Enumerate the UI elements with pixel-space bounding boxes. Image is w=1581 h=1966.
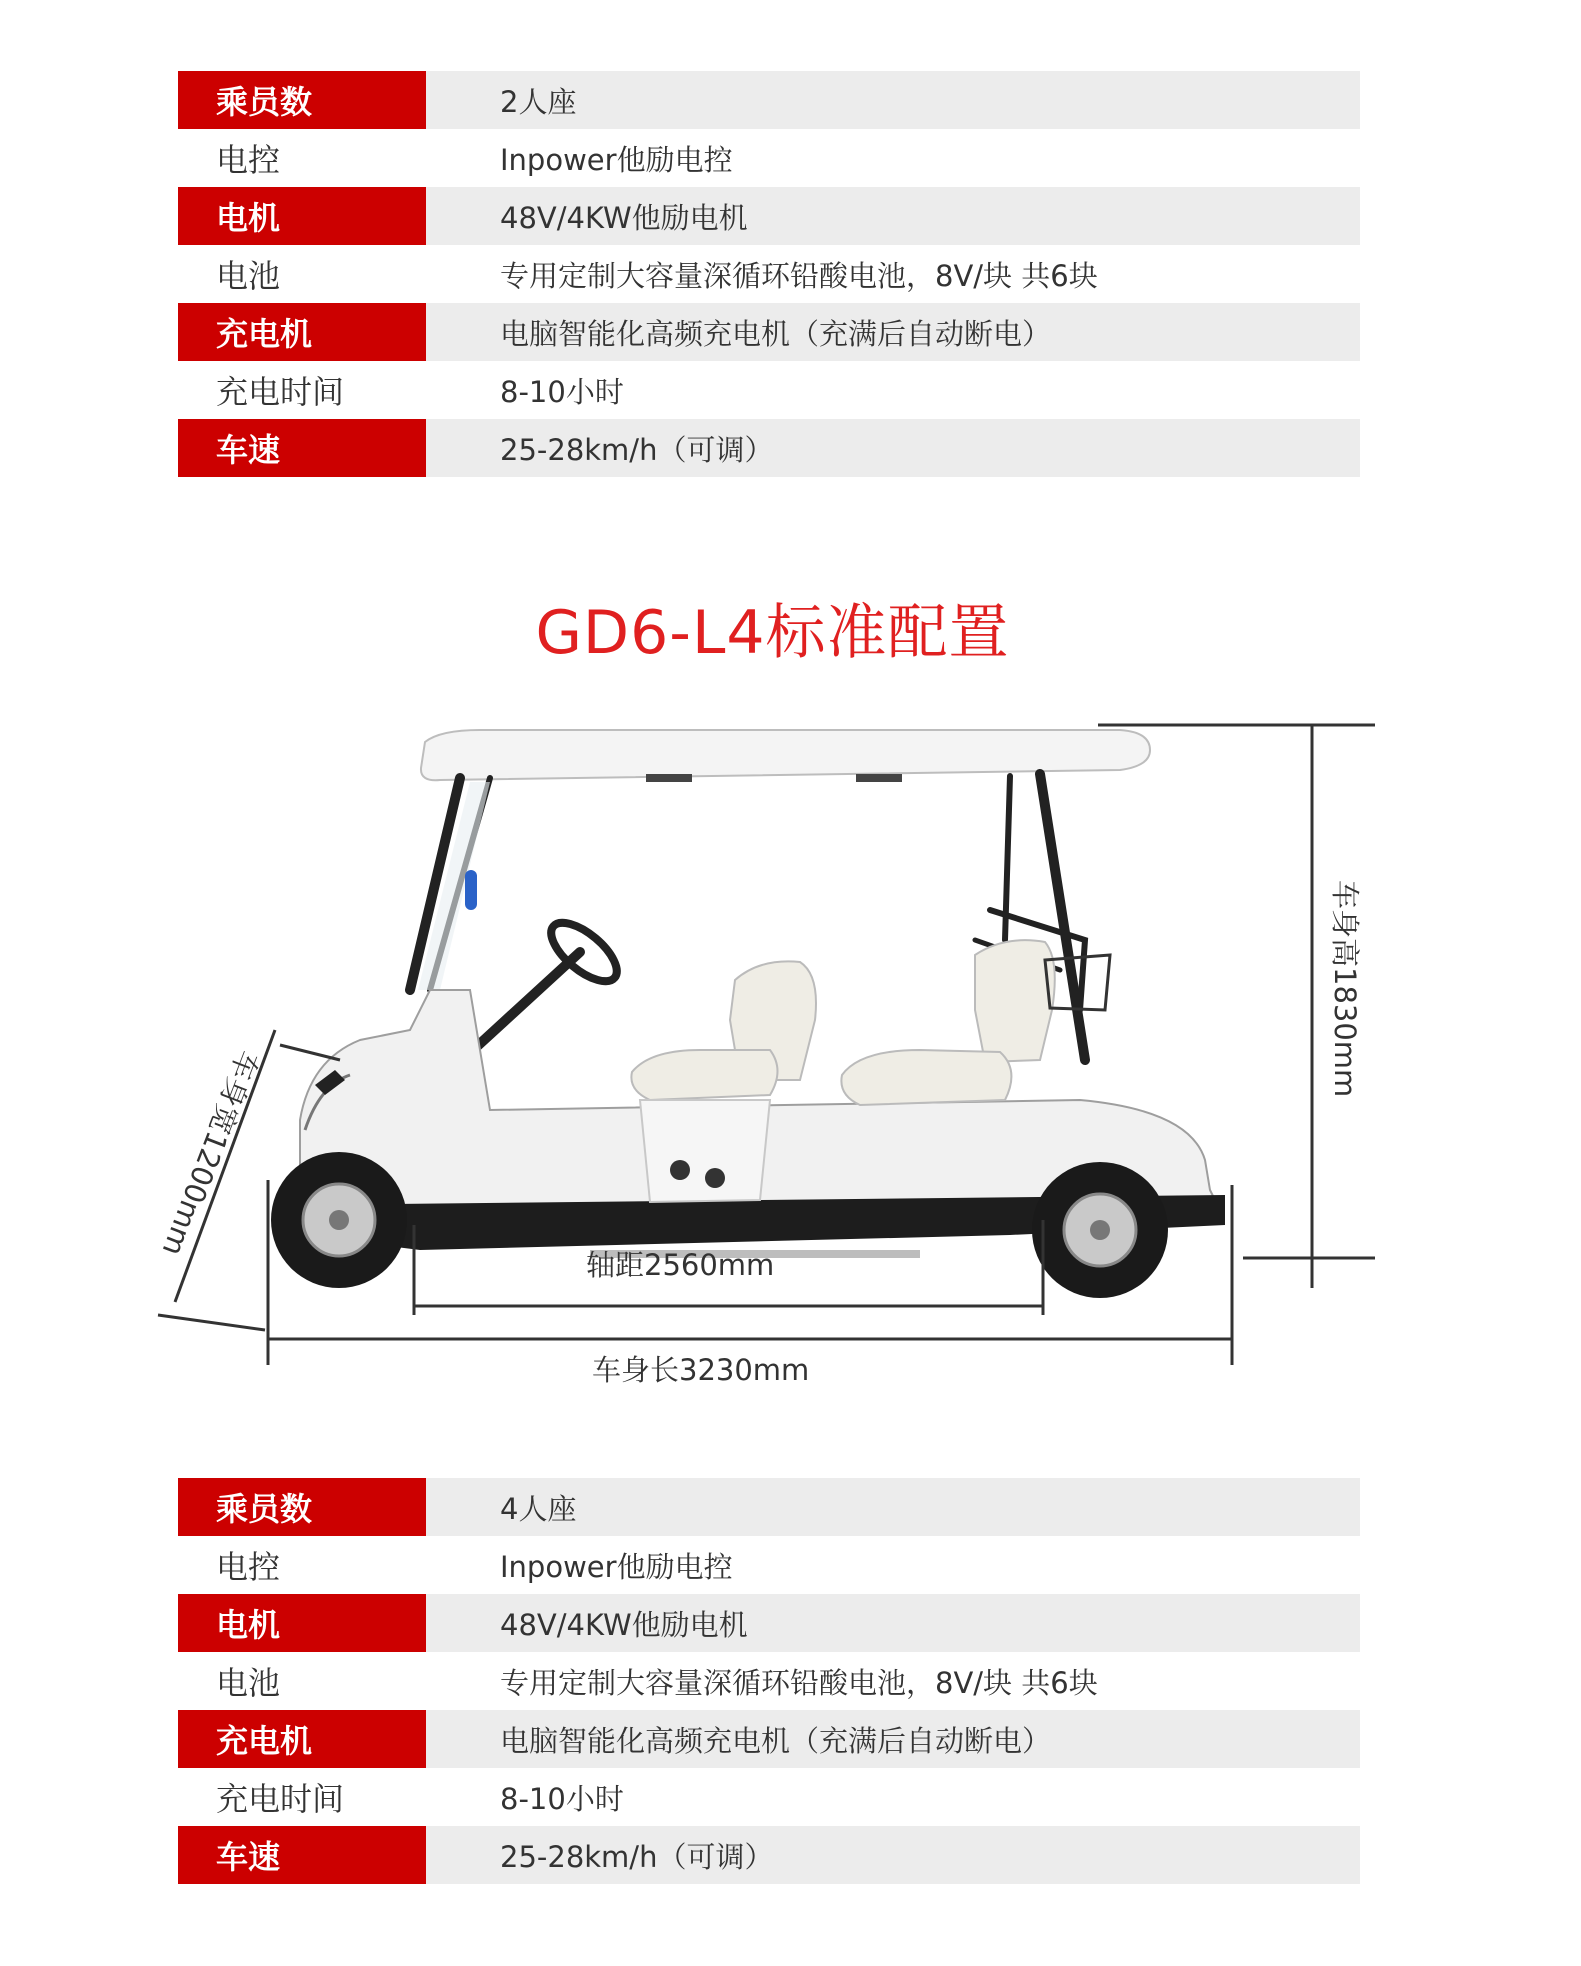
spec-row-charger <box>178 303 1360 361</box>
spec-label: 电池 <box>216 1664 281 1702</box>
spec-value: 专用定制大容量深循环铅酸电池，8V/块 共6块 <box>500 1665 1098 1700</box>
spec-value: Inpower他励电控 <box>500 1549 733 1584</box>
spec-row-battery <box>178 245 1360 303</box>
width-label: 车身宽1200mm <box>155 1045 266 1261</box>
spec-row-controller <box>178 129 1360 187</box>
mirror-icon <box>465 870 477 910</box>
spec-label: 充电时间 <box>216 1780 345 1818</box>
spec-label: 电机 <box>178 1594 426 1652</box>
rear-wheel <box>1032 1162 1168 1298</box>
spec-value: Inpower他励电控 <box>500 142 733 177</box>
spec-value: 48V/4KW他励电机 <box>500 200 748 235</box>
spec-label: 电控 <box>216 1548 281 1586</box>
cart-dimension-diagram <box>0 690 1581 1410</box>
steering-wheel-icon <box>460 912 626 1062</box>
cart-illustration <box>0 690 1581 1410</box>
spec-row-speed <box>178 419 1360 477</box>
wheelbase-label: 轴距2560mm <box>586 1248 775 1282</box>
spec-row-charger <box>178 1710 1360 1768</box>
spec-label: 电机 <box>178 187 426 245</box>
length-label: 车身长3230mm <box>592 1353 810 1387</box>
spec-row-charge-time <box>178 361 1360 419</box>
spec-label: 充电机 <box>178 303 426 361</box>
height-label: 车身高1830mm <box>1328 880 1362 1098</box>
spec-label: 车速 <box>178 419 426 477</box>
spec-label: 充电时间 <box>216 373 345 411</box>
spec-row-speed <box>178 1826 1360 1884</box>
spec-value: 8-10小时 <box>500 374 624 409</box>
spec-row-motor <box>178 1594 1360 1652</box>
spec-value: 电脑智能化高频充电机（充满后自动断电） <box>500 1723 1052 1758</box>
spec-label: 充电机 <box>178 1710 426 1768</box>
spec-label: 车速 <box>178 1826 426 1884</box>
spec-value: 4人座 <box>500 1491 577 1526</box>
spec-value: 8-10小时 <box>500 1781 624 1816</box>
spec-row-battery <box>178 1652 1360 1710</box>
spec-value: 25-28km/h（可调） <box>500 1839 774 1874</box>
spec-label: 乘员数 <box>178 71 426 129</box>
spec-row-controller <box>178 1536 1360 1594</box>
spec-label: 乘员数 <box>178 1478 426 1536</box>
spec-value: 25-28km/h（可调） <box>500 432 774 467</box>
spec-value: 专用定制大容量深循环铅酸电池，8V/块 共6块 <box>500 258 1098 293</box>
spec-row-seats <box>178 1478 1360 1536</box>
spec-value: 电脑智能化高频充电机（充满后自动断电） <box>500 316 1052 351</box>
spec-value: 2人座 <box>500 84 577 119</box>
front-wheel <box>271 1152 407 1288</box>
spec-value: 48V/4KW他励电机 <box>500 1607 748 1642</box>
spec-row-motor <box>178 187 1360 245</box>
spec-table-4-seat <box>178 1478 1360 1884</box>
spec-row-seats <box>178 71 1360 129</box>
spec-label: 电控 <box>216 141 281 179</box>
spec-table-2-seat <box>178 71 1360 477</box>
spec-row-charge-time <box>178 1768 1360 1826</box>
spec-label: 电池 <box>216 257 281 295</box>
section-title: GD6-L4标准配置 <box>535 598 1010 668</box>
